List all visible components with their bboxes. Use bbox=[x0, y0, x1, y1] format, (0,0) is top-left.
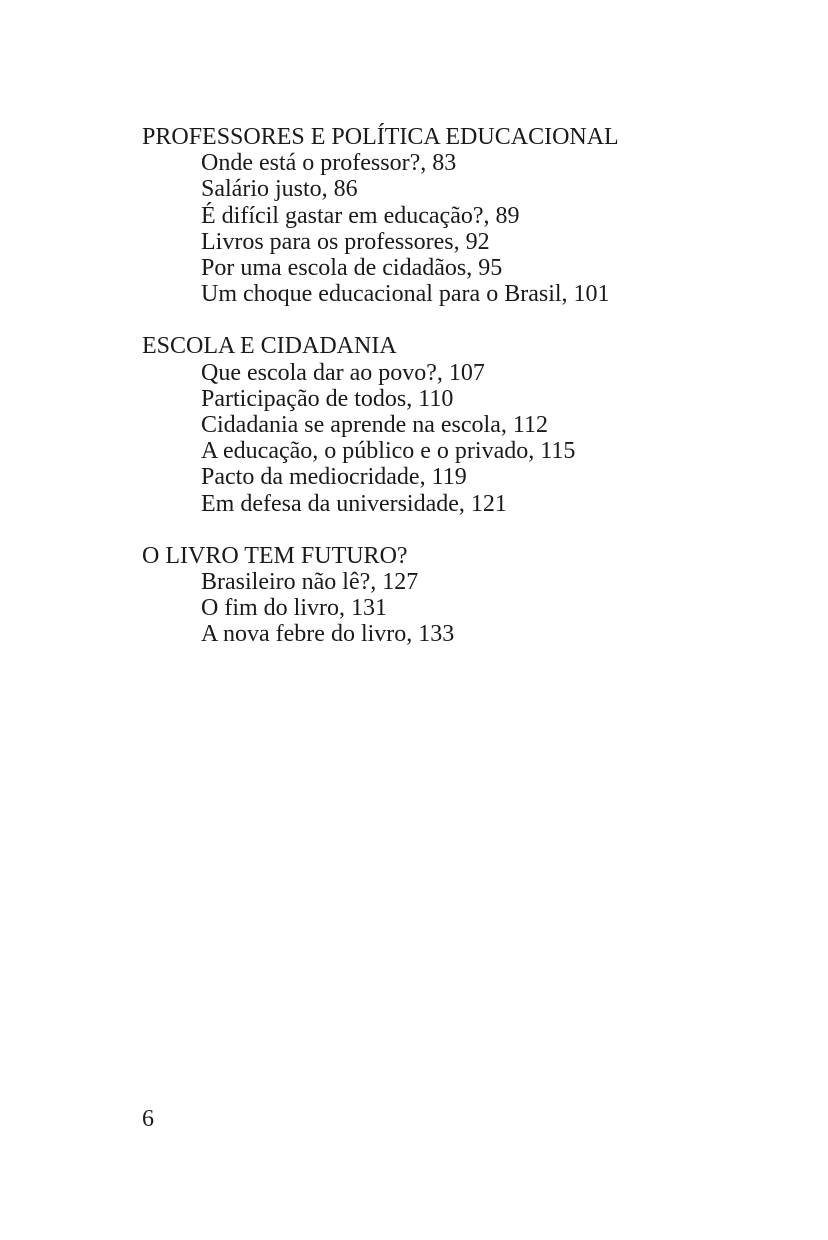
toc-entry: É difícil gastar em educação?, 89 bbox=[201, 202, 520, 229]
toc-entry: Brasileiro não lê?, 127 bbox=[201, 569, 419, 596]
section-title: ESCOLA E CIDADANIA bbox=[142, 333, 397, 360]
toc-entry: Por uma escola de cidadãos, 95 bbox=[201, 255, 503, 282]
toc-entry: Cidadania se aprende na escola, 112 bbox=[201, 412, 548, 439]
table-of-contents bbox=[142, 124, 782, 674]
page-number: 6 bbox=[142, 1106, 154, 1132]
toc-entry: Participação de todos, 110 bbox=[201, 385, 454, 412]
entry-list bbox=[142, 150, 782, 307]
toc-entry: Livros para os professores, 92 bbox=[201, 228, 490, 255]
section-title: PROFESSORES E POLÍTICA EDUCACIONAL bbox=[142, 124, 619, 150]
toc-entry: A educação, o público e o privado, 115 bbox=[201, 438, 576, 465]
toc-entry: Que escola dar ao povo?, 107 bbox=[201, 359, 485, 386]
entry-list bbox=[142, 569, 782, 648]
toc-entry: O fim do livro, 131 bbox=[201, 595, 387, 622]
toc-section bbox=[142, 543, 782, 648]
toc-entry: Um choque educacional para o Brasil, 101 bbox=[201, 281, 610, 308]
toc-entry: Salário justo, 86 bbox=[201, 176, 358, 203]
toc-section bbox=[142, 124, 782, 307]
section-title: O LIVRO TEM FUTURO? bbox=[142, 542, 408, 569]
toc-section bbox=[142, 333, 782, 516]
toc-entry: Pacto da mediocridade, 119 bbox=[201, 464, 467, 491]
toc-entry: A nova febre do livro, 133 bbox=[201, 621, 455, 648]
entry-list bbox=[142, 360, 782, 517]
toc-entry: Em defesa da universidade, 121 bbox=[201, 490, 507, 517]
toc-entry: Onde está o professor?, 83 bbox=[201, 150, 457, 177]
